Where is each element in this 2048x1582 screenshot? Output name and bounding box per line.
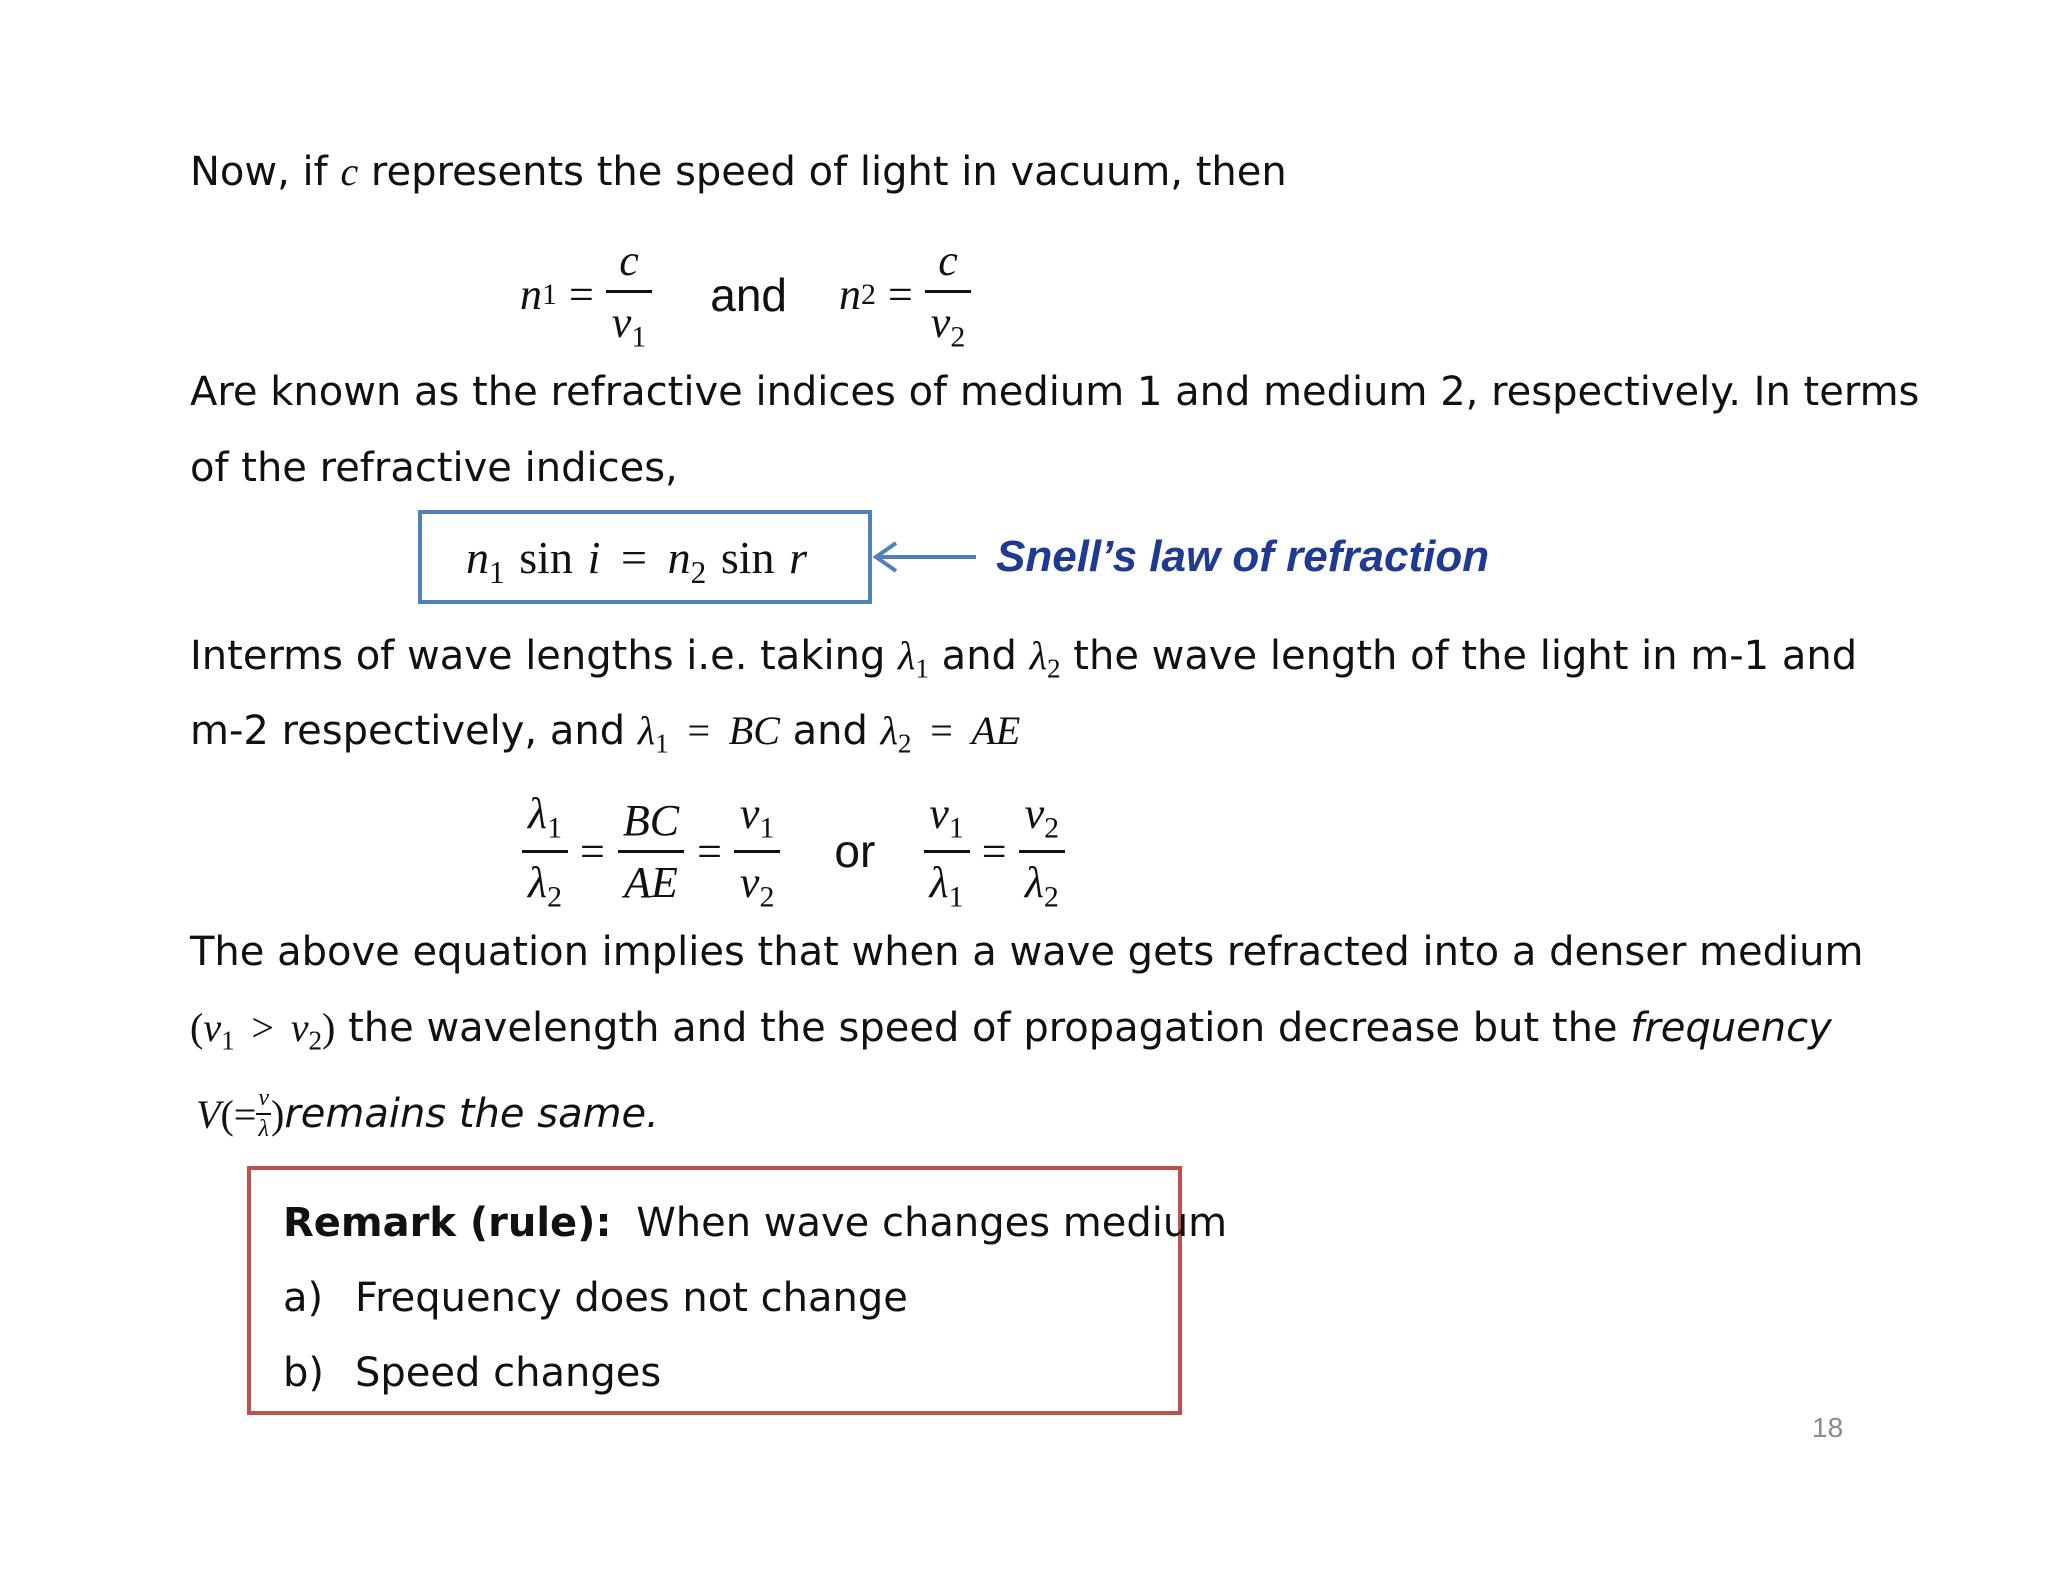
fraction-bc-over-ae: $\frac{BC}{AE}$ bbox=[617, 795, 685, 908]
implication-line-3: V ( = $\frac{v}{\lambda}$ ) remains the same. bbox=[196, 1085, 659, 1142]
fraction-c-over-v1: $\frac{c}{v_1}$ bbox=[606, 235, 652, 355]
remark-box bbox=[247, 1166, 1228, 1415]
fraction-lambda1-over-lambda2: $\frac{\lambda_1}{\lambda_2}$ bbox=[522, 788, 568, 914]
implication-line-1: The above equation implies that when a wave gets refracted into a denser medium bbox=[190, 929, 1864, 975]
page-number: 18 bbox=[1812, 1412, 1844, 1443]
fraction-v1-over-lambda1: $\frac{v_1}{\lambda_1}$ bbox=[923, 788, 969, 914]
or-word: or bbox=[834, 825, 876, 878]
symbol-c: c bbox=[340, 149, 359, 194]
snell-law-label: Snell’s law of refraction bbox=[996, 532, 1490, 581]
fraction-v1-over-v2: $\frac{v_1}{v_2}$ bbox=[734, 788, 780, 914]
remark-item: a) Frequency does not change bbox=[283, 1275, 908, 1321]
left-arrow-icon bbox=[868, 540, 980, 574]
snell-law-box bbox=[418, 510, 872, 604]
fraction-v2-over-lambda2: $\frac{v_2}{\lambda_2}$ bbox=[1019, 788, 1065, 914]
remark-intro: When wave changes medium bbox=[636, 1200, 1228, 1246]
remark-title: Remark (rule): bbox=[283, 1200, 612, 1246]
intro-text-post: represents the speed of light in vacuum, then bbox=[358, 149, 1287, 195]
snell-law-equation: $n_1$ $\sin i = n_2$ sin r bbox=[466, 532, 808, 590]
wavelength-ratio-equation: $\frac{\lambda_1}{\lambda_2}$ = $\frac{BC}{AE}$ = $\frac{v_1}{v_2}$ or $\frac{v_1}{\lambda_1}$ = $\frac{v_2}{\lambda_2}$ bbox=[522, 788, 1065, 914]
paragraph-line-3: of the refractive indices, bbox=[190, 445, 678, 491]
wavelength-line-2: m-2 respectively, and $\lambda_1$ = BC and $\lambda_2$ = AE bbox=[190, 708, 1021, 759]
remark-heading bbox=[283, 1200, 1227, 1246]
intro-text-pre: Now, if bbox=[190, 149, 341, 195]
frequency-word: frequency bbox=[1630, 1005, 1832, 1051]
remark-item: b) Speed changes bbox=[283, 1350, 662, 1396]
paragraph-line-2: Are known as the refractive indices of medium 1 and medium 2, respectively. In terms bbox=[190, 369, 1920, 415]
intro-line bbox=[190, 149, 1287, 195]
fraction-v-over-lambda: $\frac{v}{\lambda}$ bbox=[258, 1085, 269, 1142]
and-word: and bbox=[710, 268, 788, 321]
implication-line-2: $(v_1 > v_2)$ the wavelength and the speed of propagation decrease but the frequency bbox=[190, 1005, 1832, 1056]
refractive-index-equations: n 1 = $\frac{c}{v_1}$ and n 2 = $\frac{c}{v_2}$ bbox=[520, 235, 971, 355]
wavelength-line-1: Interms of wave lengths i.e. taking $\lambda_1$ and $\lambda_2$ the wave length of the light in m-1 and bbox=[190, 633, 1858, 684]
fraction-c-over-v2: $\frac{c}{v_2}$ bbox=[925, 235, 971, 355]
